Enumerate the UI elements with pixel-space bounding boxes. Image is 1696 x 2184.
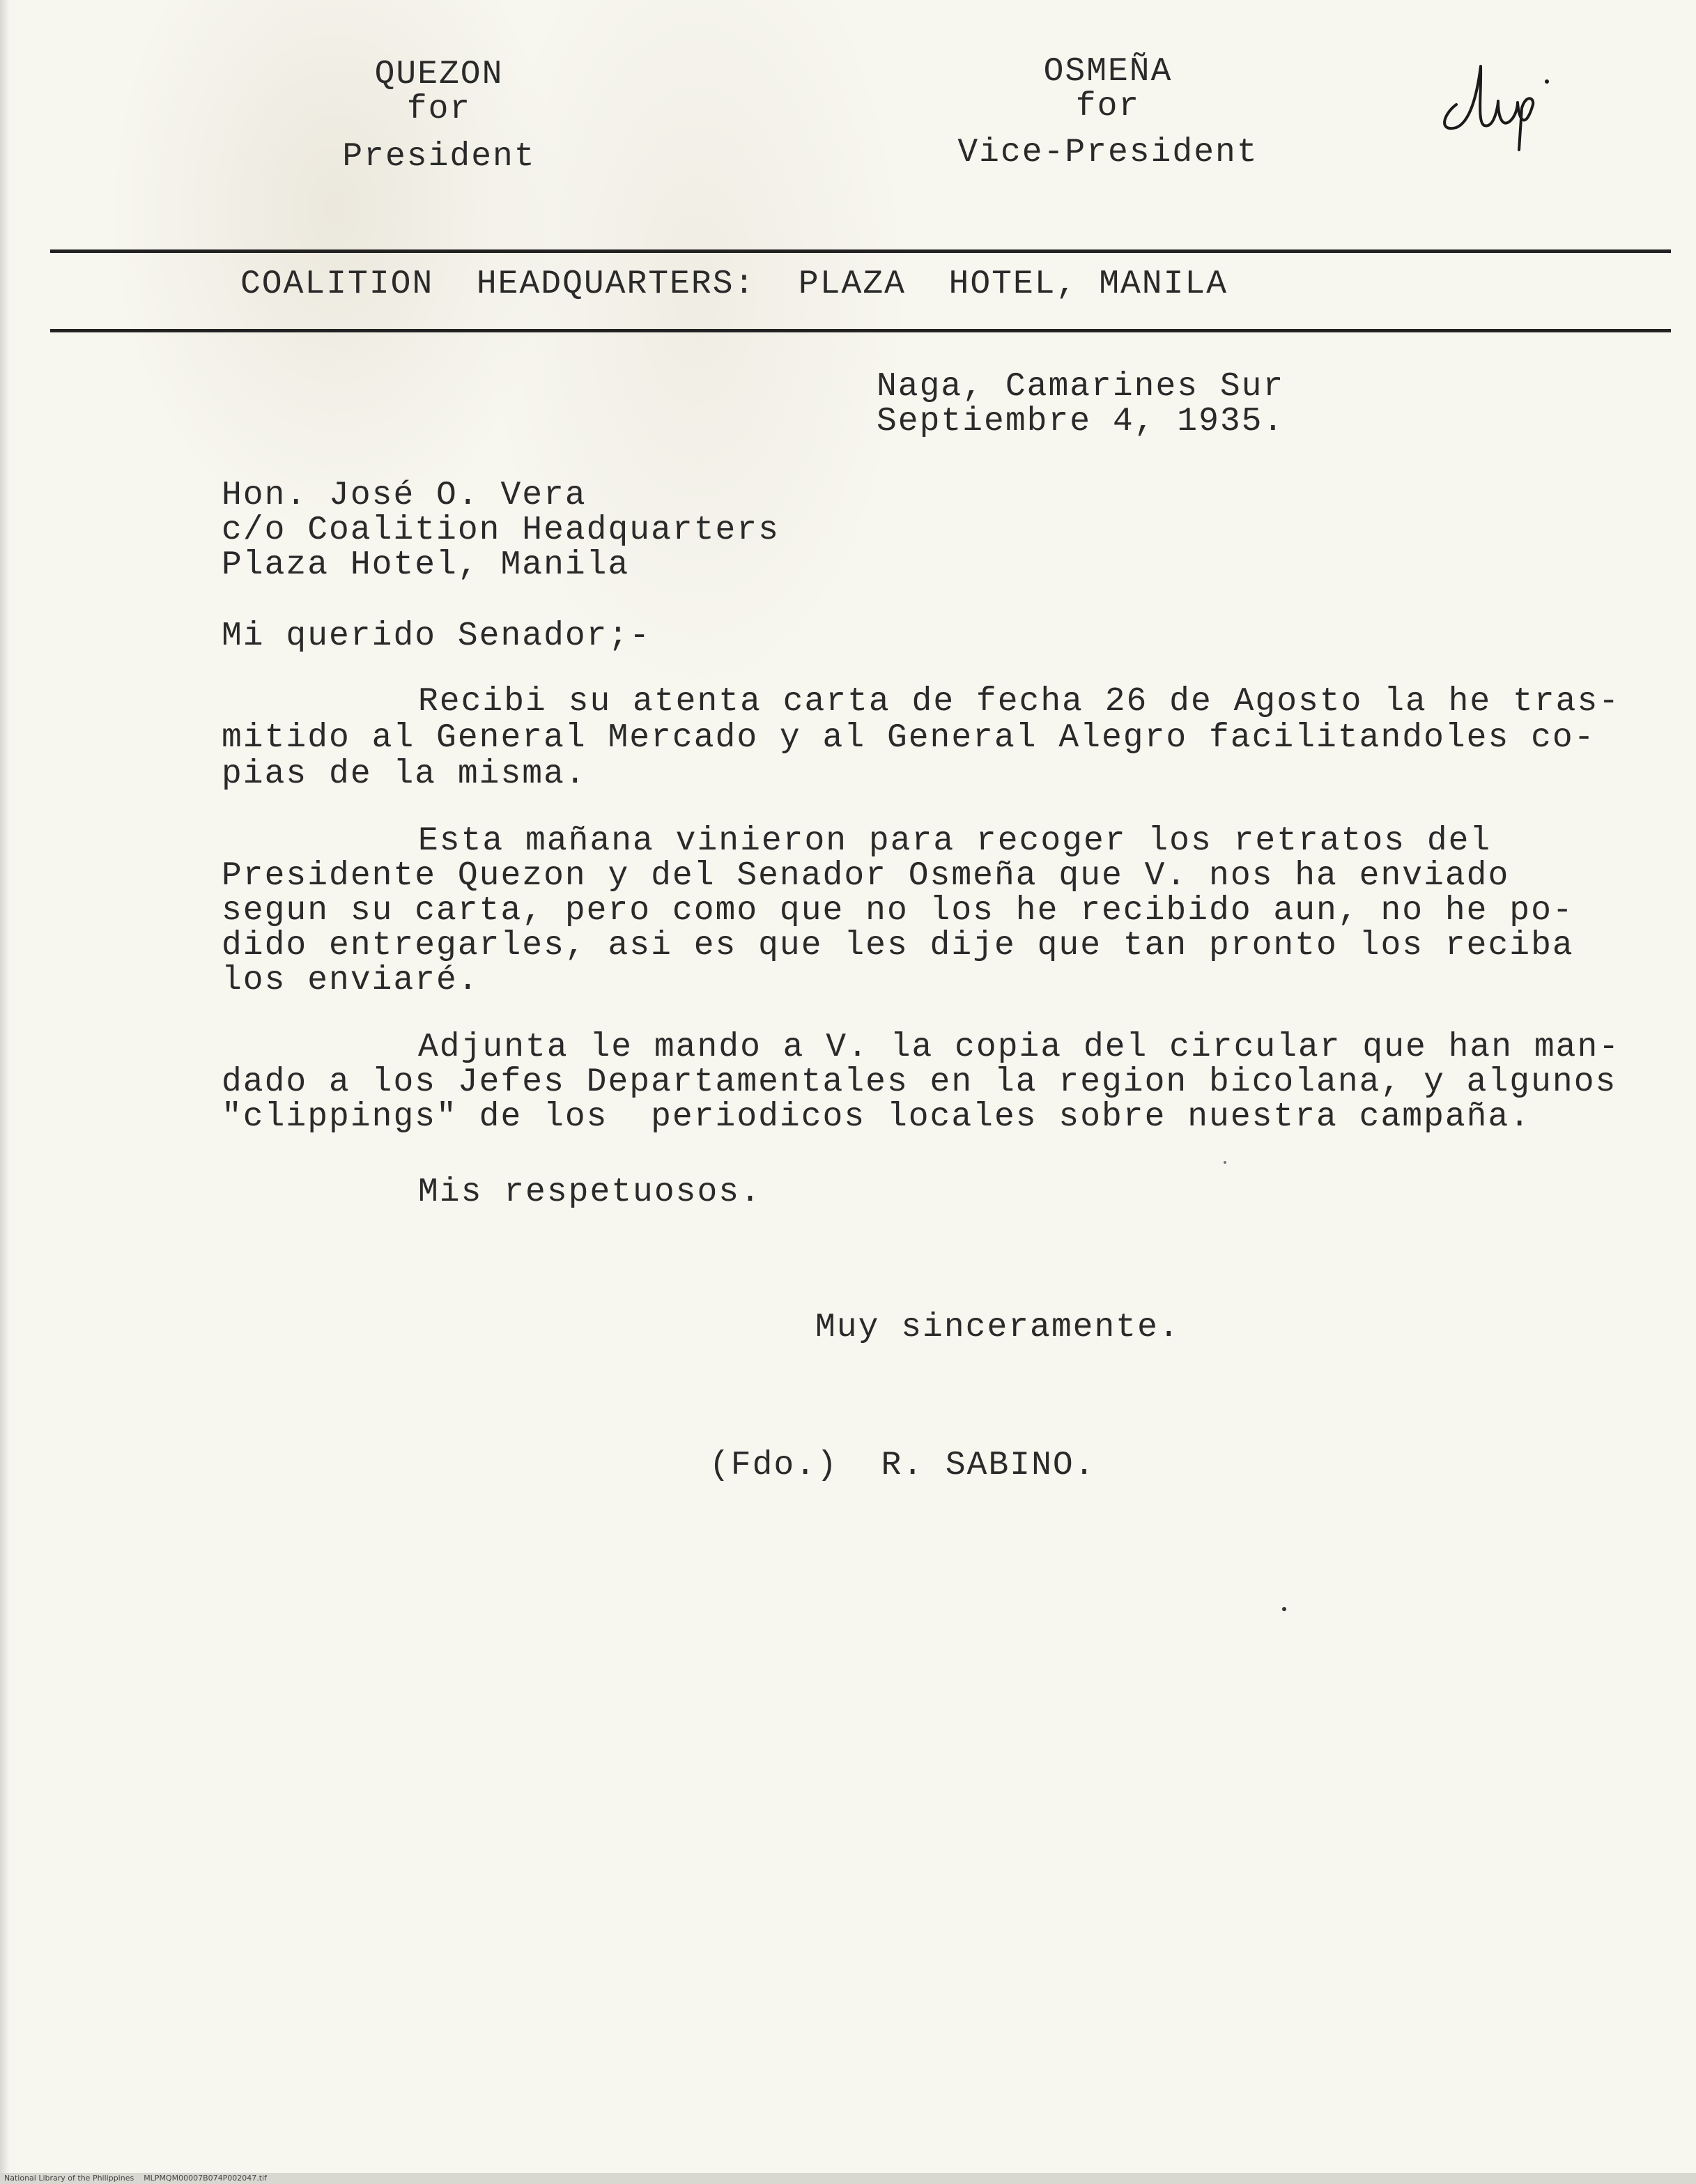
handwritten-dup-annotation xyxy=(1428,38,1561,157)
body-paragraph-2-line-2: Presidente Quezon y del Senador Osmeña que V. nos ha enviado xyxy=(222,857,1510,895)
headquarters-line: COALITION HEADQUARTERS: PLAZA HOTEL, MANILA xyxy=(240,266,1228,303)
letterhead-left-for: for xyxy=(406,91,472,128)
letterhead-right-for: for xyxy=(1075,88,1141,125)
body-paragraph-3-line-3: "clippings" de los periodicos locales sobre nuestra campaña. xyxy=(222,1098,1532,1136)
body-paragraph-2-line-4: dido entregarles, asi es que les dije que tan pronto los reciba xyxy=(222,927,1574,964)
recipient-name: Hon. José O. Vera xyxy=(222,477,587,514)
paper-speck xyxy=(1224,1161,1226,1164)
header-bottom-rule xyxy=(50,329,1671,332)
letterhead-right-name: OSMEÑA xyxy=(1043,53,1173,91)
body-paragraph-4: Mis respetuosos. xyxy=(418,1174,762,1211)
body-paragraph-1-line-3: pias de la misma. xyxy=(222,755,587,793)
body-paragraph-2-line-1: Esta mañana vinieron para recoger los retratos del xyxy=(418,822,1492,860)
recipient-address: Plaza Hotel, Manila xyxy=(222,546,630,584)
body-paragraph-2-line-3: segun su carta, pero como que no los he recibido aun, no he po- xyxy=(222,892,1574,930)
recipient-care-of: c/o Coalition Headquarters xyxy=(222,512,780,549)
body-paragraph-3-line-2: dado a los Jefes Departamentales en la region bicolana, y algunos xyxy=(222,1063,1617,1101)
salutation: Mi querido Senador;- xyxy=(222,617,652,655)
body-paragraph-1-line-1: Recibi su atenta carta de fecha 26 de Agosto la he tras- xyxy=(418,683,1621,721)
signature-line: (Fdo.) R. SABINO. xyxy=(709,1447,1096,1484)
body-paragraph-1-line-2: mitido al General Mercado y al General Alegro facilitandoles co- xyxy=(222,719,1596,757)
closing: Muy sinceramente. xyxy=(815,1309,1180,1346)
letterhead-left-name: QUEZON xyxy=(374,56,504,93)
paper-speck xyxy=(1282,1607,1286,1611)
letterhead-left-office: President xyxy=(342,138,536,176)
date-line: Septiembre 4, 1935. xyxy=(877,403,1285,440)
body-paragraph-2-line-5: los enviaré. xyxy=(222,962,479,999)
header-top-rule xyxy=(50,249,1671,253)
scan-footer-text: National Library of the Philippines MLPMQM00007B074P002047.tif xyxy=(4,2174,267,2183)
place-line: Naga, Camarines Sur xyxy=(877,368,1285,406)
body-paragraph-3-line-1: Adjunta le mando a V. la copia del circular que han man- xyxy=(418,1029,1621,1066)
letterhead-right-office: Vice-President xyxy=(957,134,1258,171)
